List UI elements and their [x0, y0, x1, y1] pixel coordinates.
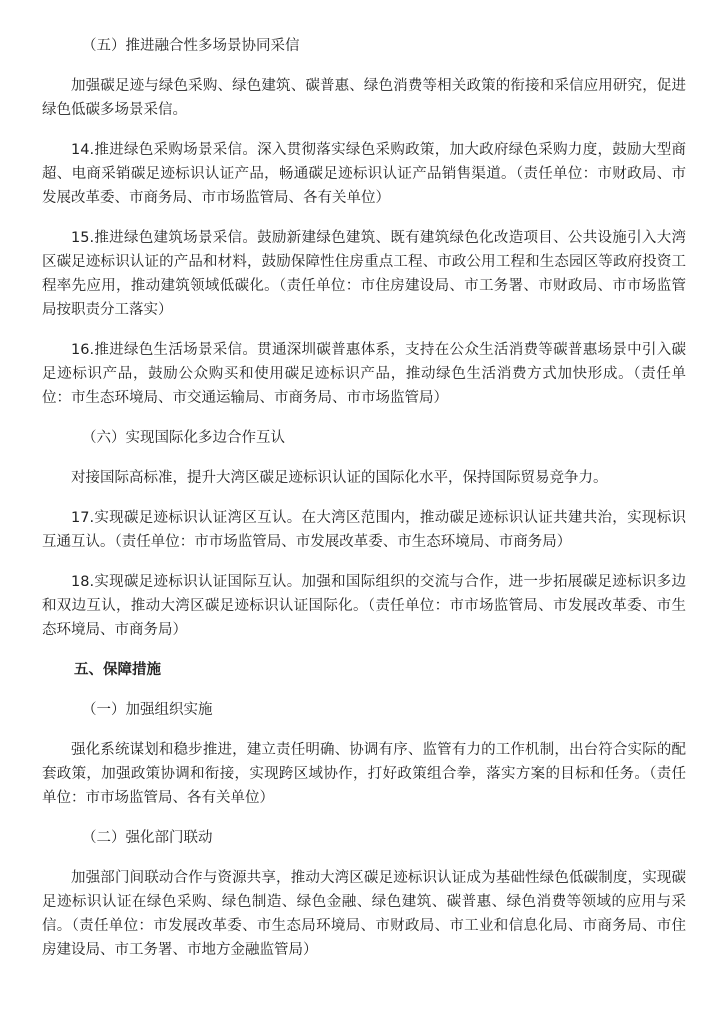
- subsection-heading-6: （六）实现国际化多边合作互认: [82, 430, 285, 446]
- paragraph-intro-5: 加强碳足迹与绿色采购、绿色建筑、碳普惠、绿色消费等相关政策的衔接和采信应用研究，促进绿色低碳多场景采信。: [42, 78, 686, 118]
- paragraph-coordination: 加强部门间联动合作与资源共享，推动大湾区碳足迹标识认证成为基础性绿色低碳制度，实现碳足迹标识认证在绿色采购、绿色制造、绿色金融、绿色建筑、碳普惠、绿色消费等领域的应用与采信。（责任单位：市发展改革委、市生态局环境局、市财政局、市工业和信息化局、市商务局、市住房建设局、市工务署、市地方金融监管局）: [42, 870, 686, 958]
- paragraph-organization: 强化系统谋划和稳步推进，建立责任明确、协调有序、监管有力的工作机制，出台符合实际的配套政策，加强政策协调和衔接，实现跨区域协作，打好政策组合拳，落实方案的目标和任务。（责任单位：市市场监管局、各有关单位）: [42, 742, 686, 806]
- section-heading-safeguards: 五、保障措施: [74, 662, 161, 678]
- subsection-heading-organization: （一）加强组织实施: [82, 702, 213, 718]
- paragraph-item-14: 14.推进绿色采购场景采信。深入贯彻落实绿色采购政策，加大政府绿色采购力度，鼓励大型商超、电商采销碳足迹标识认证产品，畅通碳足迹标识认证产品销售渠道。（责任单位：市财政局、市发展改革委、市商务局、市市场监管局、各有关单位）: [42, 142, 686, 206]
- paragraph-item-17: 17.实现碳足迹标识认证湾区互认。在大湾区范围内，推动碳足迹标识认证共建共治，实现标识互通互认。（责任单位：市市场监管局、市发展改革委、市生态环境局、市商务局）: [42, 510, 686, 550]
- subsection-heading-coordination: （二）强化部门联动: [82, 830, 213, 846]
- paragraph-item-18: 18.实现碳足迹标识认证国际互认。加强和国际组织的交流与合作，进一步拓展碳足迹标识多边和双边互认，推动大湾区碳足迹标识认证国际化。（责任单位：市市场监管局、市发展改革委、市生态环境局、市商务局）: [42, 574, 686, 638]
- subsection-heading-5: （五）推进融合性多场景协同采信: [82, 38, 300, 54]
- document-page: [42, 34, 686, 978]
- paragraph-item-16: 16.推进绿色生活场景采信。贯通深圳碳普惠体系，支持在公众生活消费等碳普惠场景中引入碳足迹标识产品，鼓励公众购买和使用碳足迹标识产品，推动绿色生活消费方式加快形成。（责任单位：市生态环境局、市交通运输局、市商务局、市市场监管局）: [42, 342, 686, 406]
- paragraph-intro-6: 对接国际高标准，提升大湾区碳足迹标识认证的国际化水平，保持国际贸易竞争力。: [71, 470, 608, 486]
- paragraph-item-15: 15.推进绿色建筑场景采信。鼓励新建绿色建筑、既有建筑绿色化改造项目、公共设施引入大湾区碳足迹标识认证的产品和材料，鼓励保障性住房重点工程、市政公用工程和生态园区等政府投资工程率先应用，推动建筑领域低碳化。（责任单位：市住房建设局、市工务署、市财政局、市市场监管局按职责分工落实）: [42, 230, 686, 318]
